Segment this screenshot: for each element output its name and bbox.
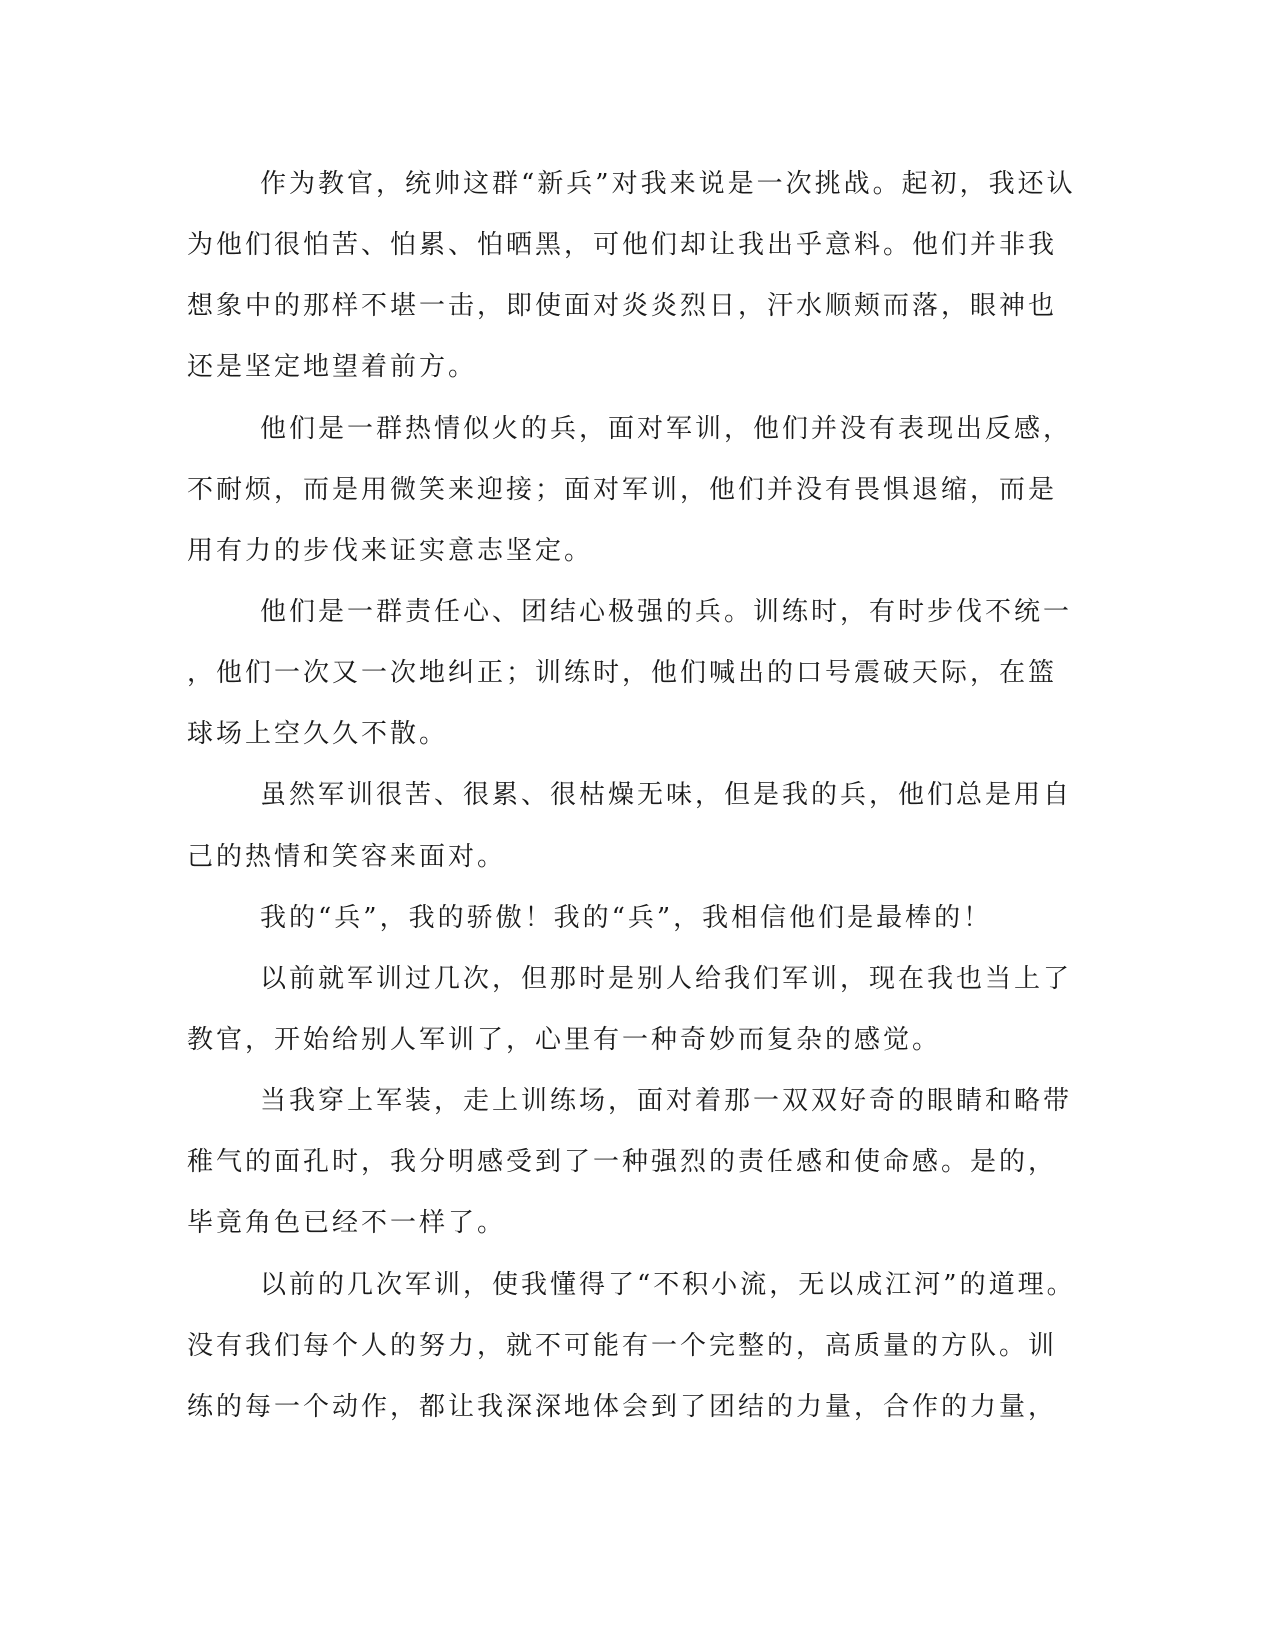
text-line: 稚气的面孔时，我分明感受到了一种强烈的责任感和使命感。是的， (187, 1147, 1058, 1178)
text-line: 作为教官，统帅这群“新兵”对我来说是一次挑战。起初，我还认 (260, 169, 1076, 199)
text-line: 以前的几次军训，使我懂得了“不积小流，无以成江河”的道理。 (260, 1269, 1076, 1300)
text-line: 想象中的那样不堪一击，即使面对炎炎烈日，汗水顺颊而落，眼神也 (187, 291, 1058, 322)
text-line: ，他们一次又一次地纠正；训练时，他们喊出的口号震破天际，在篮 (187, 658, 1058, 689)
text-line: 毕竟角色已经不一样了。 (187, 1208, 507, 1239)
text-line: 教官，开始给别人军训了，心里有一种奇妙而复杂的感觉。 (187, 1024, 942, 1055)
text-line: 不耐烦，而是用微笑来迎接；面对军训，他们并没有畏惧退缩，而是 (187, 474, 1058, 505)
text-line: 虽然军训很苦、很累、很枯燥无味，但是我的兵，他们总是用自 (260, 780, 1073, 811)
text-line: 我的“兵”，我的骄傲！我的“兵”，我相信他们是最棒的！ (260, 902, 993, 933)
text-line: 还是坚定地望着前方。 (187, 352, 478, 383)
text-line: 己的热情和笑容来面对。 (187, 841, 507, 872)
text-line: 为他们很怕苦、怕累、怕晒黑，可他们却让我出乎意料。他们并非我 (187, 230, 1058, 261)
text-line: 当我穿上军装，走上训练场，面对着那一双双好奇的眼睛和略带 (260, 1086, 1073, 1117)
text-line: 以前就军训过几次，但那时是别人给我们军训，现在我也当上了 (260, 963, 1073, 994)
text-line: 他们是一群责任心、团结心极强的兵。训练时，有时步伐不统一 (260, 596, 1073, 627)
text-line: 练的每一个动作，都让我深深地体会到了团结的力量，合作的力量， (187, 1391, 1058, 1422)
text-line: 球场上空久久不散。 (187, 719, 449, 750)
document-body (187, 166, 1076, 1450)
text-line: 没有我们每个人的努力，就不可能有一个完整的，高质量的方队。训 (187, 1330, 1058, 1361)
text-line: 用有力的步伐来证实意志坚定。 (187, 535, 594, 566)
text-line: 他们是一群热情似火的兵，面对军训，他们并没有表现出反感， (260, 413, 1073, 444)
